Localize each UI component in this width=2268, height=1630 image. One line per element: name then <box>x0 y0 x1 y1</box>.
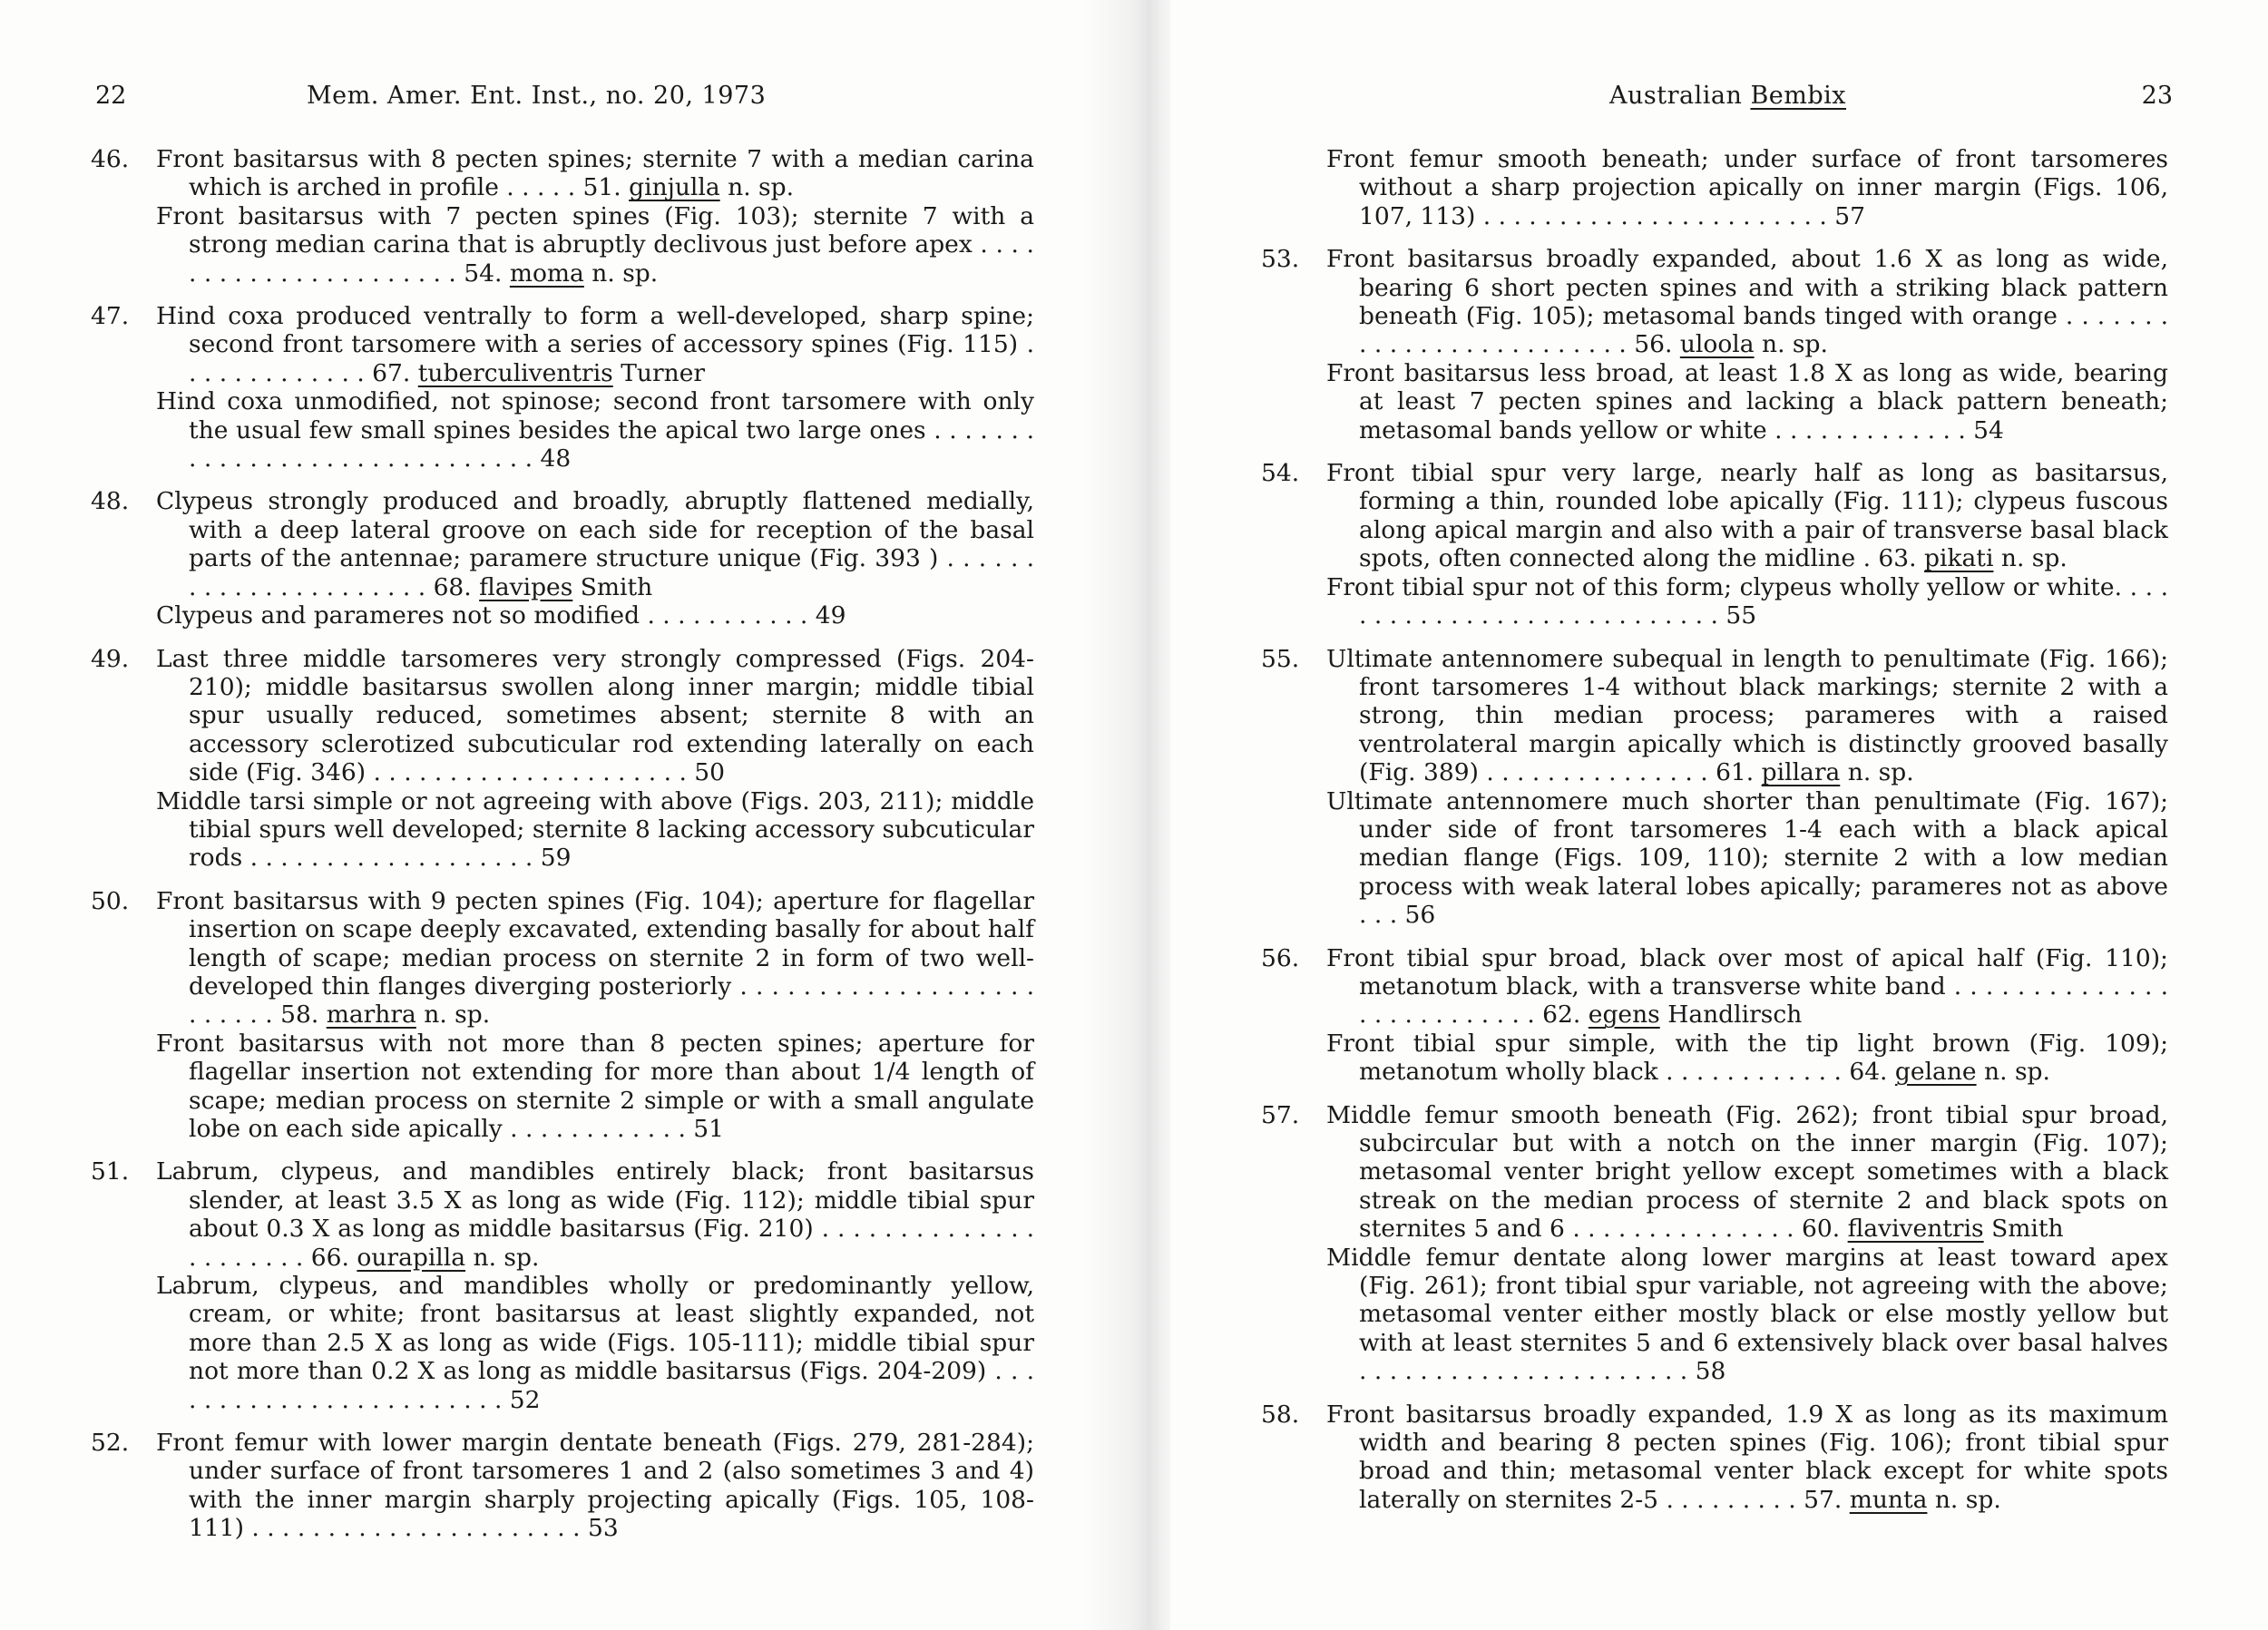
taxon-name: egens <box>1588 1000 1660 1030</box>
couplet-number: 50. <box>91 886 130 915</box>
taxon-name: flaviventris <box>1847 1215 1984 1244</box>
lead-text: Last three middle tarsomeres very strongly compressed (Figs. 204-210); middle basitarsus swollen along inner margin; middle tibial spur usually reduced, sometimes absent; sternite 8 with an accessory sclerotized subcuticular rod extending laterally on each side (Fig. 346) . . . . . . . . . . . . . . . . . . . . . <box>156 644 1042 787</box>
lead-text: Front basitarsus broadly expanded, 1.9 X as long as its maximum width and bearing 8 pecten spines (Fig. 106); front tibial spur broad and thin; metasomal venter black except for white spots laterally on sternites 2-5 . . . . . . . . . <box>1326 1400 2176 1514</box>
lead-destination: 68. <box>433 572 472 601</box>
lead-text: Front basitarsus broadly expanded, about 1.6 X as long as wide, bearing 6 short pecten spines and with a striking black pattern beneath (Fig. 105); metasomal bands tinged with orange . . . . . . . . . . . . . . . . . . . . . . . . . <box>1326 245 2176 359</box>
lead-text: Front basitarsus less broad, at least 1.8 X as long as wide, bearing at least 7 pecten spines and lacking a black pattern beneath; metasomal bands yellow or white . . . . . . . . . . . . . <box>1326 358 2176 444</box>
taxon-name: uloola <box>1679 330 1755 359</box>
lead-destination: 58. <box>280 1000 319 1030</box>
key-couplets <box>91 145 1042 1557</box>
lead-destination: 63. <box>1878 544 1917 573</box>
lead-text: Hind coxa unmodified, not spinose; second front tarsomere with only the usual few small spines besides the apical two large ones . . . . . . . . . . . . . . . . . . . . . . . . . . . . . . <box>156 387 1042 473</box>
key-lead <box>156 201 1042 288</box>
taxon-name: munta <box>1849 1485 1928 1514</box>
lead-destination: 59 <box>540 844 572 873</box>
lead-destination: 64. <box>1849 1058 1888 1087</box>
key-couplet <box>1261 1400 2176 1515</box>
key-lead <box>156 601 1034 630</box>
couplet-continuation <box>1261 145 2176 230</box>
key-lead <box>1326 459 2176 573</box>
taxon-name: ourapilla <box>357 1243 466 1272</box>
lead-text: Clypeus and parameres not so modified . . . . . . . . . . . <box>156 601 816 630</box>
lead-destination: 61. <box>1716 758 1755 787</box>
couplet-number: 49. <box>91 644 130 673</box>
key-couplet <box>91 487 1042 630</box>
key-lead <box>1326 245 2176 359</box>
taxon-authority: n. sp. <box>728 173 795 202</box>
lead-text: Front femur with lower margin dentate beneath (Figs. 279, 281-284); under surface of front tarsomeres 1 and 2 (also sometimes 3 and 4) with the inner margin sharply projecting apically (Figs. 105, 108-111) . . . . . . . . . . . . . . . . . . . . . . <box>156 1429 1042 1543</box>
lead-text: Labrum, clypeus, and mandibles entirely black; front basitarsus slender, at least 3.5 X as long as wide (Fig. 112); middle tibial spur about 0.3 X as long as middle basitarsus (Fig. 210) . . . . . . . . . . . . . . . . . . . . . . <box>156 1157 1042 1272</box>
lead-destination: 57. <box>1804 1485 1843 1514</box>
lead-destination: 52 <box>509 1385 541 1414</box>
couplet-number: 52. <box>91 1429 130 1458</box>
lead-destination: 51. <box>582 173 621 202</box>
key-lead <box>1326 145 2176 230</box>
key-lead <box>156 1429 1042 1543</box>
lead-destination: 55 <box>1725 601 1757 630</box>
taxon-authority: n. sp. <box>2000 544 2068 573</box>
lead-text: Front tibial spur very large, nearly half as long as basitarsus, forming a thin, rounded lobe apically (Fig. 111); clypeus fuscous along apical margin and also with a pair of transverse basal black spots, often connected along the midline . <box>1326 459 2176 573</box>
couplet-number: 48. <box>91 487 130 516</box>
lead-text: Front basitarsus with 9 pecten spines (Fig. 104); aperture for flagellar insertion on scape deeply excavated, extending basally for about half length of scape; median process on sternite 2 in form of two well-developed thin flanges diverging posteriorly . . . . . . . . . . . . . . . . . . . . . . . . . <box>156 886 1042 1030</box>
key-lead <box>1326 644 2176 787</box>
lead-text: Ultimate antennomere subequal in length to penultimate (Fig. 166); front tarsomeres 1-4 without black markings; sternite 2 with a strong, thin median process; parameres with a raised ventrolateral margin apically which is distinctly grooved basally (Fig. 389) . . . . . . . . . . . . . . . <box>1326 644 2176 787</box>
lead-text: Front tibial spur broad, black over most of apical half (Fig. 110); metanotum black, with a transverse white band . . . . . . . . . . . . . . . . . . . . . . . . . . <box>1326 943 2176 1030</box>
key-lead <box>1326 572 2176 630</box>
key-lead <box>156 302 1042 387</box>
lead-text: Middle tarsi simple or not agreeing with above (Figs. 203, 211); middle tibial spurs well developed; sternite 8 lacking accessory subcuticular rods . . . . . . . . . . . . . . . . . . . <box>156 786 1042 873</box>
lead-text: Labrum, clypeus, and mandibles wholly or predominantly yellow, cream, or white; front basitarsus at least slightly expanded, not more than 2.5 X as long as wide (Figs. 105-111); middle tibial spur not more than 0.2 X as long as middle basitarsus (Figs. 204-209) . . . . . . . . . . . . . . . . . . . . . . . . <box>156 1272 1042 1414</box>
key-couplet <box>1261 943 2176 1087</box>
running-head <box>1609 82 1846 110</box>
lead-text: Clypeus strongly produced and broadly, abruptly flattened medially, with a deep lateral groove on each side for reception of the basal parts of the antennae; paramere structure unique (Fig. 393 ) . . . . . . . . . . . . . . . . . . . . . . <box>156 487 1042 601</box>
taxon-authority: n. sp. <box>1847 758 1914 787</box>
key-lead <box>156 1029 1042 1144</box>
couplet-number: 55. <box>1261 644 1300 673</box>
taxon-authority: n. sp. <box>591 259 659 288</box>
key-lead <box>1326 943 2176 1030</box>
taxon-authority: Smith <box>1991 1215 2064 1244</box>
taxon-authority: n. sp. <box>1762 330 1828 359</box>
lead-text: Front basitarsus with 7 pecten spines (Fig. 103); sternite 7 with a strong median carina that is abruptly declivous just before apex . . . . . . . . . . . . . . . . . . . . . . <box>156 201 1042 288</box>
key-lead <box>1326 1029 2176 1087</box>
couplet-number: 57. <box>1261 1100 1300 1129</box>
taxon-name: pillara <box>1761 758 1841 787</box>
lead-text: Front tibial spur not of this form; clypeus wholly yellow or white. . . . . . . . . . . . . . . . . . . . . . . . . . . . <box>1326 572 2176 630</box>
lead-text: Hind coxa produced ventrally to form a well-developed, sharp spine; second front tarsomere with a series of accessory spines (Fig. 115) . . . . . . . . . . . . . <box>156 302 1042 387</box>
taxon-authority: Turner <box>621 358 706 387</box>
key-lead <box>156 1272 1042 1414</box>
taxon-name: moma <box>509 259 584 288</box>
key-couplet <box>91 1429 1042 1543</box>
taxon-authority: Handlirsch <box>1667 1000 1803 1030</box>
key-couplet <box>91 886 1042 1144</box>
taxon-name: tuberculiventris <box>417 358 613 387</box>
key-lead <box>1326 1400 2176 1515</box>
page-number: 23 <box>2141 82 2173 110</box>
lead-destination: 53 <box>587 1514 619 1543</box>
key-lead <box>156 786 1042 873</box>
key-lead <box>1326 1243 2176 1386</box>
couplet-number: 47. <box>91 302 130 331</box>
lead-text: Front femur smooth beneath; under surface of front tarsomeres without a sharp projection apically on inner margin (Figs. 106, 107, 113) . . . . . . . . . . . . . . . . . . . . . . . <box>1326 145 2176 230</box>
taxon-name: marhra <box>326 1000 416 1030</box>
key-lead <box>156 487 1042 601</box>
taxon-authority: n. sp. <box>1934 1485 2001 1514</box>
taxon-authority: n. sp. <box>473 1243 540 1272</box>
lead-destination: 56. <box>1634 330 1673 359</box>
lead-destination: 66. <box>310 1243 349 1272</box>
lead-destination: 54. <box>464 259 503 288</box>
taxon-name: ginjulla <box>629 173 720 202</box>
key-lead <box>156 644 1042 787</box>
running-head: Mem. Amer. Ent. Inst., no. 20, 1973 <box>307 82 767 110</box>
taxon-authority: Smith <box>580 572 653 601</box>
taxon-name: flavipes <box>479 572 573 601</box>
taxon-name: pikati <box>1924 544 1994 573</box>
running-head-text: Australian Bembix <box>1609 82 1847 110</box>
lead-text: Middle femur smooth beneath (Fig. 262); front tibial spur broad, subcircular but with a notch on the inner margin (Fig. 107); metasomal venter bright yellow except sometimes with a black streak on the median process of sternite 2 and black spots on sternites 5 and 6 . . . . . . . . . . . . . . . <box>1326 1100 2176 1244</box>
lead-destination: 51 <box>693 1115 725 1143</box>
lead-destination: 62. <box>1542 1000 1581 1030</box>
key-couplet <box>91 145 1042 288</box>
key-couplet <box>1261 1100 2176 1386</box>
lead-destination: 58 <box>1695 1357 1726 1386</box>
lead-destination: 60. <box>1802 1215 1841 1244</box>
key-lead <box>1326 1100 2176 1244</box>
key-lead <box>1326 358 2176 444</box>
key-lead <box>1326 786 2176 930</box>
key-couplet <box>91 644 1042 873</box>
lead-destination: 54 <box>1973 415 2004 444</box>
key-lead <box>156 1157 1042 1272</box>
key-couplet <box>1261 459 2176 630</box>
lead-text: Ultimate antennomere much shorter than penultimate (Fig. 167); under side of front tarsomeres 1-4 each with a black apical median flange (Figs. 109, 110); sternite 2 with a low median process with weak lateral lobes apically; parameres not as above . . . <box>1326 786 2176 930</box>
couplet-number: 53. <box>1261 245 1300 274</box>
couplet-number: 51. <box>91 1157 130 1186</box>
key-couplet <box>91 302 1042 473</box>
key-couplet <box>1261 644 2176 930</box>
lead-destination: 57 <box>1834 201 1865 230</box>
lead-destination: 50 <box>694 758 726 787</box>
taxon-authority: n. sp. <box>424 1000 491 1030</box>
lead-text: Middle femur dentate along lower margins at least toward apex (Fig. 261); front tibial spur variable, not agreeing with the above; metasomal venter either mostly black or else mostly yellow but with at least sternites 5 and 6 extensively black over basal halves . . . . . . . . . . . . . . . . . . . . . . <box>1326 1243 2176 1386</box>
right-page <box>1170 0 2268 1630</box>
key-lead <box>156 886 1042 1030</box>
lead-destination: 67. <box>372 358 411 387</box>
lead-text: Front basitarsus with not more than 8 pecten spines; aperture for flagellar insertion not extending for more than about 1/4 length of scape; median process on sternite 2 simple or with a small angulate lobe on each side apically . . . . . . . . . . . . <box>156 1029 1042 1143</box>
key-couplet <box>1261 245 2176 444</box>
key-couplet <box>91 1157 1042 1414</box>
lead-destination: 48 <box>540 444 572 473</box>
lead-destination: 56 <box>1404 901 1436 930</box>
lead-destination: 49 <box>815 601 846 630</box>
couplet-number: 54. <box>1261 459 1300 488</box>
couplet-number: 58. <box>1261 1400 1300 1429</box>
key-couplets <box>1261 145 2176 1528</box>
key-lead <box>156 387 1042 473</box>
page-number: 22 <box>95 82 127 110</box>
couplet-number: 56. <box>1261 943 1300 972</box>
couplet-number: 46. <box>91 145 130 173</box>
lead-text: Front basitarsus with 8 pecten spines; sternite 7 with a median carina which is arched in profile . . . . . <box>156 145 1042 202</box>
lead-text: Front tibial spur simple, with the tip light brown (Fig. 109); metanotum wholly black . . . . . . . . . . . . <box>1326 1029 2176 1087</box>
taxon-name: gelane <box>1894 1058 1977 1087</box>
taxon-authority: n. sp. <box>1984 1058 2050 1087</box>
key-lead <box>156 145 1042 202</box>
